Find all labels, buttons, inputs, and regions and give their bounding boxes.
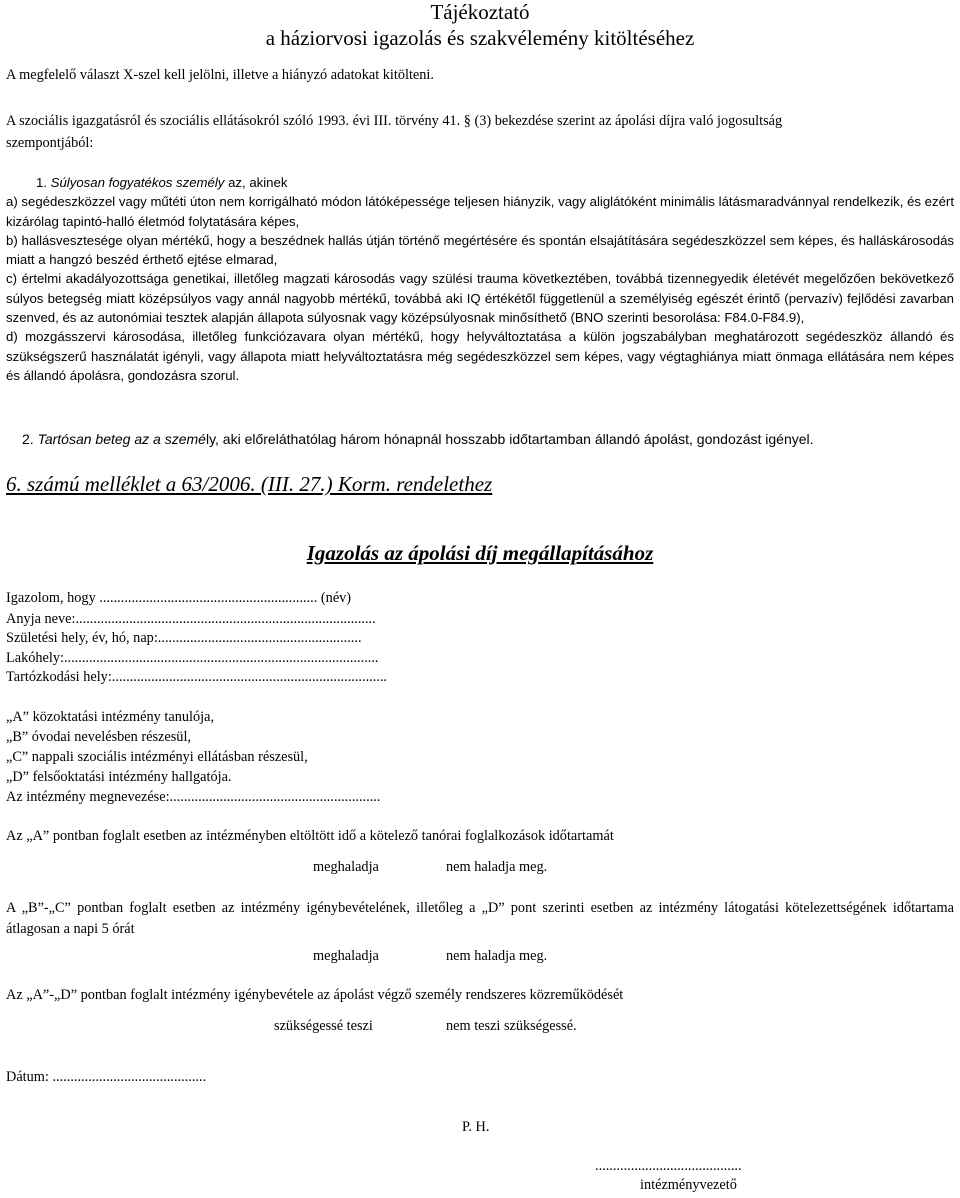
field-residence[interactable]: Lakóhely:........................................................................................	[6, 650, 379, 666]
page-title: Tájékoztató	[430, 0, 530, 24]
signature-line[interactable]: .........................................	[595, 1158, 742, 1174]
section-2	[22, 431, 814, 447]
section-2-rest: ly, aki előreláthatólag három hónapnál hosszabb időtartamban állandó ápolást, gondozást igényel.	[205, 431, 814, 447]
option-a[interactable]: „A” közoktatási intézmény tanulója,	[6, 709, 215, 725]
section-1	[6, 173, 954, 385]
field-birth-data[interactable]: Születési hely, év, hó, nap:.........................................................	[6, 630, 362, 646]
section-1-item-c: c) értelmi akadályozottsága genetikai, illetőleg magzati károsodás vagy szülési trauma következtében, továbbá tizennegyedik életévét megelőzően bekövetkező súlyos betegség miatt középsúlyos vagy annál nagyobb mértékű, továbbá aki IQ értékétől függetlenül a személyiség egészét érintő (pervazív) fejlődési zavarban szenved, és az autonómiai tesztek alapján állapota súlyosnak vagy középsúlyosnak minősíthető (BNO szerinti besorolása: F84.0-F84.9),	[6, 271, 954, 326]
field-institution-name[interactable]: Az intézmény megnevezése:...........................................................	[6, 789, 381, 805]
question-2: A „B”-„C” pontban foglalt esetben az intézmény igénybevételének, illetőleg a „D” pont szerinti esetben az intézmény látogatási kötelezettségének időtartama átlagosan a napi 5 órát	[6, 900, 954, 937]
question-3: Az „A”-„D” pontban foglalt intézmény igénybevétele az ápolást végző személy rendszeres közreműködését	[6, 987, 624, 1003]
q2-option-not-exceeds[interactable]: nem haladja meg.	[446, 948, 548, 964]
section-1-item-d: d) mozgásszervi károsodása, illetőleg funkciózavara olyan mértékű, hogy helyváltoztatása a külön jogszabályban meghatározott segédeszköz állandó és szükségszerű használatát igényli, vagy állapota miatt helyváltoztatásra még segédeszközzel sem képes, vagy végtaghiánya miatt önmaga ellátására nem képes és állandó ápolásra, gondozásra szorul.	[6, 329, 954, 383]
option-c[interactable]: „C” nappali szociális intézményi ellátásban részesül,	[6, 749, 308, 765]
field-date[interactable]: Dátum: ...........................................	[6, 1069, 207, 1085]
field-stay-address[interactable]: Tartózkodási hely:.............................................................................	[6, 669, 388, 685]
section-1-heading-rest: az, akinek	[224, 175, 288, 190]
law-reference-line1: A szociális igazgatásról és szociális ellátásokról szóló 1993. évi III. törvény 41. § (3) bekezdése szerint az ápolási díjra való jogosultság	[6, 113, 783, 129]
section-2-term: Tartósan beteg az a szemé	[37, 431, 206, 447]
section-1-heading	[6, 173, 954, 192]
signature-label: intézményvezető	[640, 1177, 737, 1193]
section-2-num: 2.	[22, 431, 38, 447]
field-name[interactable]: Igazolom, hogy ............................................................. (név)	[6, 590, 352, 606]
question-1: Az „A” pontban foglalt esetben az intézményben eltöltött idő a kötelező tanórai foglalkozások időtartamát	[6, 828, 614, 844]
field-mother-name[interactable]: Anyja neve:....................................................................................	[6, 611, 376, 627]
section-1-item-a: a) segédeszközzel vagy műtéti úton nem korrigálható módon látóképessége teljesen hiányzik, vagy aliglátóként minimális látásmaradvánnyal rendelkezik, és ezért kizárólag tapintó-halló életmód folytatására képes,	[6, 194, 954, 229]
option-b[interactable]: „B” óvodai nevelésben részesül,	[6, 729, 191, 745]
q3-option-not-needed[interactable]: nem teszi szükségessé.	[446, 1018, 577, 1034]
section-1-term: Súlyosan fogyatékos személy	[50, 175, 225, 190]
q2-option-exceeds[interactable]: meghaladja	[313, 948, 379, 964]
option-d[interactable]: „D” felsőoktatási intézmény hallgatója.	[6, 769, 232, 785]
law-reference-line2: szempontjából:	[6, 135, 94, 151]
section-1-item-b: b) hallásvesztesége olyan mértékű, hogy a beszédnek hallás útján történő megértésére és spontán elsajátítására segédeszközzel sem képes, és halláskárosodás miatt a hangzó beszéd érthető ejtése elmarad,	[6, 232, 954, 268]
q1-option-exceeds[interactable]: meghaladja	[313, 859, 379, 875]
q1-option-not-exceeds[interactable]: nem haladja meg.	[446, 859, 548, 875]
stamp-label: P. H.	[462, 1119, 490, 1135]
instruction-text: A megfelelő választ X-szel kell jelölni, illetve a hiányzó adatokat kitölteni.	[6, 67, 434, 83]
page-subtitle: a háziorvosi igazolás és szakvélemény kitöltéséhez	[265, 26, 695, 50]
section-1-num: 1.	[36, 175, 51, 190]
form-title: Igazolás az ápolási díj megállapításához	[306, 541, 654, 565]
q3-option-needed[interactable]: szükségessé teszi	[274, 1018, 373, 1034]
annex-title: 6. számú melléklet a 63/2006. (III. 27.) Korm. rendelethez	[6, 472, 493, 496]
